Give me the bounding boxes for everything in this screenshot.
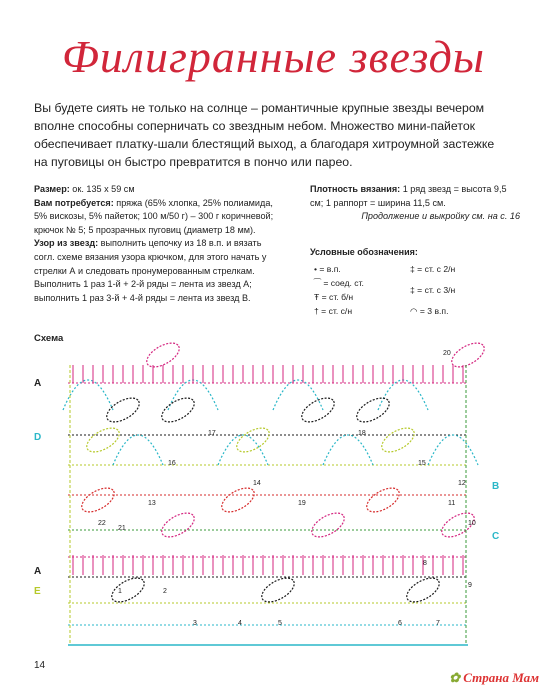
- row-number: 12: [458, 480, 466, 487]
- row-number: 5: [278, 620, 282, 627]
- star-petal: [108, 573, 148, 607]
- star-petal: [403, 573, 443, 607]
- size-spec: Размер: ок. 135 x 59 см: [34, 184, 135, 194]
- row-number: 13: [148, 500, 156, 507]
- continuation-note: Продолжение и выкройку см. на с. 16: [361, 211, 520, 222]
- chain-arch: [218, 435, 268, 465]
- chain-arch: [273, 380, 323, 410]
- row-number: 10: [468, 520, 476, 527]
- legend-item-dc: † = ст. с/н: [314, 306, 353, 316]
- row-label-a: A: [34, 378, 42, 389]
- star-petal: [78, 483, 118, 517]
- row-number: 9: [468, 582, 472, 589]
- row-number: 1: [118, 588, 122, 595]
- star-petal: [448, 338, 488, 372]
- row-number: 7: [436, 620, 440, 627]
- legend-item-tr: ‡ = ст. с 2/н: [410, 264, 456, 274]
- row-number: 3: [193, 620, 197, 627]
- legend-item-ch3: ◠ = 3 в.п.: [410, 306, 449, 316]
- legend-item-chain: • = в.п.: [314, 264, 341, 274]
- row-label-a2: A: [34, 566, 42, 577]
- row-label-e: E: [34, 586, 41, 597]
- density-column: [310, 183, 520, 224]
- star-petal: [103, 393, 143, 427]
- row-number: 11: [448, 500, 456, 507]
- watermark-logo: ✿ Страна Мам: [449, 670, 539, 685]
- row-label-c: C: [492, 531, 500, 542]
- chain-arch: [113, 435, 163, 465]
- chain-arch: [168, 380, 218, 410]
- chain-arch: [378, 380, 428, 410]
- legend: [310, 247, 520, 260]
- star-petal: [378, 423, 418, 457]
- row-number: 4: [238, 620, 242, 627]
- page-number: 14: [34, 660, 46, 671]
- row-number: 16: [168, 460, 176, 467]
- row-number: 22: [98, 520, 106, 527]
- row-number: 2: [163, 588, 167, 595]
- row-number: 14: [253, 480, 261, 487]
- star-petal: [83, 423, 123, 457]
- star-petal: [353, 393, 393, 427]
- star-petal: [258, 573, 298, 607]
- row-number: 6: [398, 620, 402, 627]
- star-petal: [158, 393, 198, 427]
- row-number: 8: [423, 560, 427, 567]
- pattern-spec: Узор из звезд: выполнить цепочку из 18 в.п. и вязать согл. схеме вязания узора крючком, для этого начать у стрелки А и следовать пронумерованным стрелкам. Выполнить 1 раз 1-й + 2-й ряды = лента из звезд А; выполнить 1 раз 3-й + 4-й ряды = лента из звезд В.: [34, 238, 267, 303]
- legend-item-slip: ⁀ = соед. ст.: [314, 278, 364, 288]
- row-number: 19: [298, 500, 306, 507]
- chain-arch: [323, 435, 373, 465]
- intro-line: вполне способны соперничать со звездным небом. Множество мини-пайеток: [34, 119, 476, 133]
- row-label-b: B: [492, 481, 500, 492]
- row-number: 21: [118, 525, 126, 532]
- crochet-chart: [28, 325, 514, 655]
- scheme-label: Схема: [34, 333, 64, 344]
- star-petal: [158, 508, 198, 542]
- star-petal: [218, 483, 258, 517]
- intro-line: Вы будете сиять не только на солнце – романтичные крупные звезды вечером: [34, 101, 485, 115]
- legend-item-sc: Ŧ = ст. б/н: [314, 292, 354, 302]
- row-number: 17: [208, 430, 216, 437]
- chain-arch: [428, 435, 478, 465]
- star-petal: [363, 483, 403, 517]
- row-number: 20: [443, 350, 451, 357]
- materials-spec: Вам потребуется: пряжа (65% хлопка, 25% полиамида, 5% вискозы, 5% пайеток; 100 м/50 г) – 300 г коричневой; крючок № 5; 5 прозрачных пуговиц (диаметр 18 мм).: [34, 197, 274, 235]
- row-number: 15: [418, 460, 426, 467]
- star-petal: [308, 508, 348, 542]
- page-title: Филигранные звезды: [61, 31, 486, 82]
- density-spec: Плотность вязания: 1 ряд звезд = высота 9,5 см; 1 раппорт = ширина 11,5 см.: [310, 184, 507, 208]
- intro-line: обеспечивает платку-шали блестящий выход, а благодаря хитроумной застежке: [34, 137, 495, 151]
- row-label-d: D: [34, 432, 42, 443]
- intro-line: на пуговицы он быстро превратится в пончо или парео.: [34, 155, 353, 169]
- legend-title: Условные обозначения:: [310, 247, 418, 257]
- specs-column: [34, 183, 279, 305]
- intro-text: [34, 99, 514, 171]
- legend-item-dtr: ‡ = ст. с 3/н: [410, 285, 456, 295]
- row-number: 18: [358, 430, 366, 437]
